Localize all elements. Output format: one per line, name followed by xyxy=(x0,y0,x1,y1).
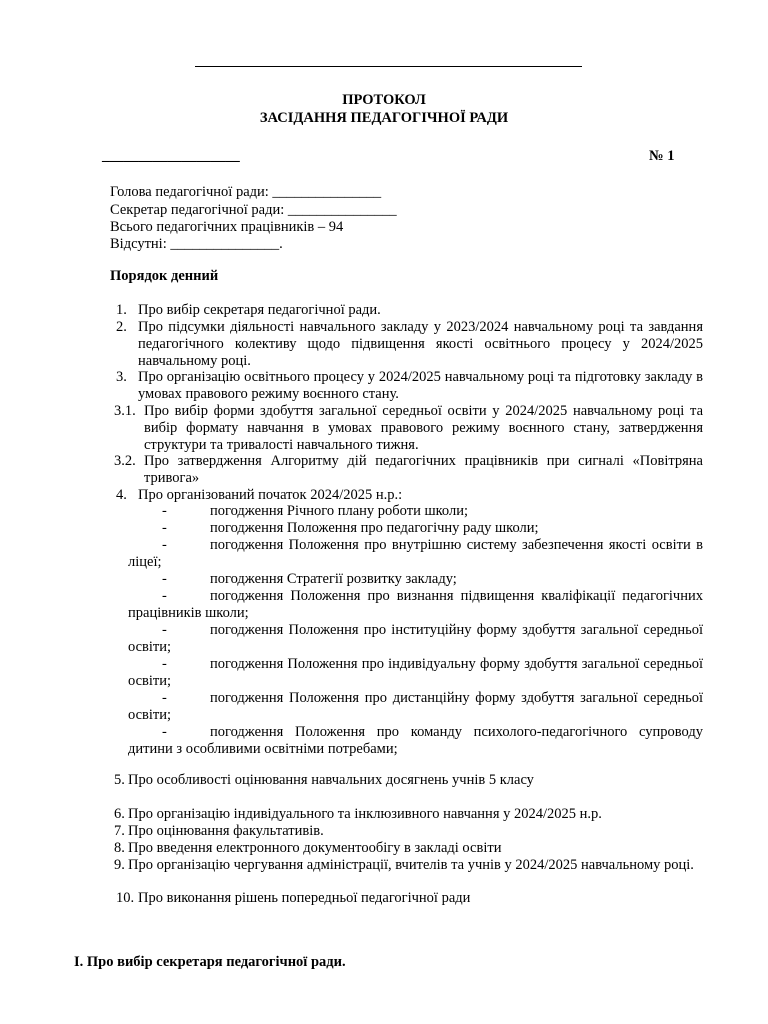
subitem-dash: - xyxy=(162,588,167,604)
agenda-item: Про виконання рішень попередньої педагогічної ради xyxy=(138,890,471,906)
document-title: ПРОТОКОЛ xyxy=(342,92,426,108)
agenda-number: 7. xyxy=(114,823,125,839)
agenda-item: Про введення електронного документообігу в закладі освіти xyxy=(128,840,502,856)
agenda-heading: Порядок денний xyxy=(110,268,219,284)
agenda-number: 6. xyxy=(114,806,125,822)
agenda-item: Про вибір секретаря педагогічної ради. xyxy=(138,302,381,318)
date-blank: ___________________ xyxy=(102,148,240,164)
chair-line: Голова педагогічної ради: _______________ xyxy=(110,184,382,200)
subitem-dash: - xyxy=(162,724,167,740)
agenda-number: 9. xyxy=(114,857,125,873)
agenda-item: Про організований початок 2024/2025 н.р.: xyxy=(138,487,403,503)
agenda-item: Про підсумки діяльності навчального закладу у 2023/2024 навчальному році та завдання педагогічного колективу щодо підвищення якості освітнього процесу у 2024/2025 навчальному році. xyxy=(138,319,703,369)
agenda-item: Про особливості оцінювання навчальних досягнень учнів 5 класу xyxy=(128,772,534,788)
agenda-item: Про організацію індивідуального та інклюзивного навчання у 2024/2025 н.р. xyxy=(128,806,602,822)
protocol-number: № 1 xyxy=(649,148,675,164)
agenda-item: Про організацію освітнього процесу у 2024/2025 навчальному році та підготовку закладу в умовах правового режиму воєнного стану. xyxy=(138,369,703,402)
subitem: погодження Положення про визнання підвищення кваліфікації педагогічних працівників школи; xyxy=(128,588,703,621)
subitem-dash: - xyxy=(162,622,167,638)
subitem: погодження Положення про дистанційну форму здобуття загальної середньої освіти; xyxy=(128,690,703,723)
agenda-item: Про затвердження Алгоритму дій педагогічних працівників при сигналі «Повітряна тривога» xyxy=(144,453,703,486)
subitem-dash: - xyxy=(162,520,167,536)
subitem-dash: - xyxy=(162,690,167,706)
agenda-number: 3. xyxy=(116,369,127,385)
agenda-number: 3.2. xyxy=(114,453,136,469)
header-line xyxy=(195,66,582,67)
subitem: погодження Положення про команду психолого-педагогічного супроводу дитини з особливими освітніми потребами; xyxy=(128,724,703,757)
section-heading: І. Про вибір секретаря педагогічної ради. xyxy=(74,954,346,970)
secretary-line: Секретар педагогічної ради: _______________ xyxy=(110,202,397,218)
subitem-dash: - xyxy=(162,503,167,519)
subitem: погодження Стратегії розвитку закладу; xyxy=(210,571,457,587)
agenda-number: 2. xyxy=(116,319,127,335)
subitem-dash: - xyxy=(162,537,167,553)
absent-line: Відсутні: _______________. xyxy=(110,236,283,252)
subitem: погодження Положення про індивідуальну форму здобуття загальної середньої освіти; xyxy=(128,656,703,689)
agenda-number: 5. xyxy=(114,772,125,788)
agenda-number: 10. xyxy=(116,890,135,906)
agenda-item: Про вибір форми здобуття загальної середньої освіти у 2024/2025 навчальному році та вибір формату навчання в умовах правового режиму воєнного стану, затвердження структури та тривалості навчального тижня. xyxy=(144,403,703,453)
agenda-item: Про організацію чергування адміністрації, вчителів та учнів у 2024/2025 навчальному році. xyxy=(128,857,694,873)
agenda-number: 4. xyxy=(116,487,127,503)
agenda-item: Про оцінювання факультативів. xyxy=(128,823,324,839)
agenda-number: 1. xyxy=(116,302,127,318)
subitem: погодження Річного плану роботи школи; xyxy=(210,503,469,519)
agenda-number: 3.1. xyxy=(114,403,136,419)
subitem: погодження Положення про інституційну форму здобуття загальної середньої освіти; xyxy=(128,622,703,655)
subitem-dash: - xyxy=(162,656,167,672)
agenda-number: 8. xyxy=(114,840,125,856)
subitem-dash: - xyxy=(162,571,167,587)
subitem: погодження Положення про внутрішню систему забезпечення якості освіти в ліцеї; xyxy=(128,537,703,570)
total-staff-line: Всього педагогічних працівників – 94 xyxy=(110,219,344,235)
subitem: погодження Положення про педагогічну раду школи; xyxy=(210,520,539,536)
document-subtitle: ЗАСІДАННЯ ПЕДАГОГІЧНОЇ РАДИ xyxy=(259,110,509,126)
